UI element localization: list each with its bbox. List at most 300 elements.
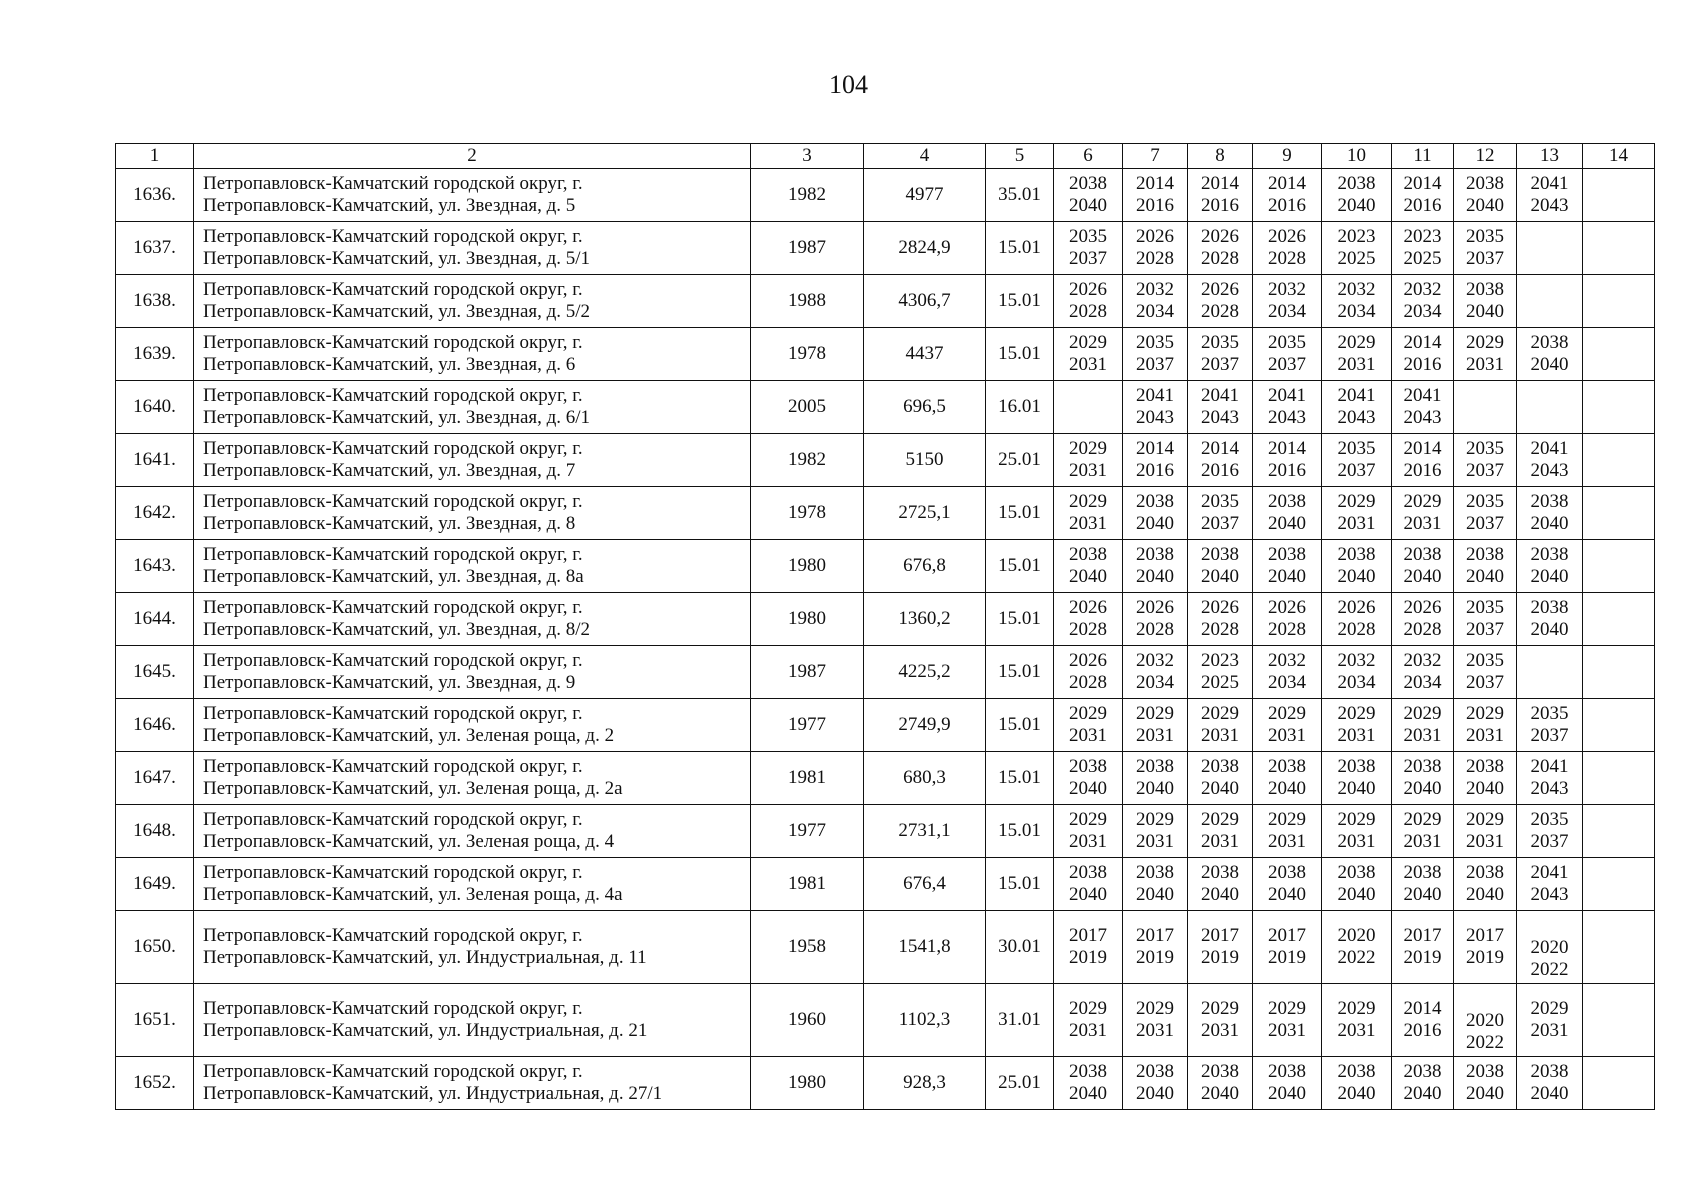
period-end-year: 2031 — [1337, 354, 1376, 375]
period-end-year: 2040 — [1069, 566, 1107, 587]
period-end-year: 2043 — [1136, 407, 1174, 428]
period-end-year: 2040 — [1403, 566, 1442, 587]
wear-code: 15.01 — [986, 487, 1054, 540]
period-start-year: 2029 — [1466, 703, 1504, 724]
period-end-year: 2028 — [1201, 619, 1239, 640]
period-cell — [1583, 169, 1655, 222]
period-start-year: 2038 — [1136, 544, 1174, 565]
build-year: 1980 — [751, 540, 864, 593]
period-cell — [1123, 911, 1188, 984]
address-line: Петропавловск-Камчатский городской округ, г. — [203, 332, 583, 353]
period-start-year: 2038 — [1530, 597, 1569, 618]
period-start-year: 2038 — [1069, 173, 1107, 194]
period-cell — [1123, 434, 1188, 487]
table-row — [116, 169, 1655, 222]
housing-registry-table — [115, 143, 1655, 1110]
period-cell — [1054, 858, 1123, 911]
column-header: 1 — [116, 144, 194, 169]
period-start-year: 2041 — [1201, 385, 1239, 406]
period-end-year: 2022 — [1337, 947, 1376, 968]
period-start-year: 2014 — [1403, 173, 1442, 194]
period-end-year: 2040 — [1136, 778, 1174, 799]
row-number: 1647. — [116, 752, 194, 805]
period-end-year: 2016 — [1201, 460, 1239, 481]
period-cell — [1054, 805, 1123, 858]
period-cell — [1054, 752, 1123, 805]
period-end-year: 2040 — [1530, 513, 1569, 534]
row-number: 1637. — [116, 222, 194, 275]
period-cell — [1054, 540, 1123, 593]
period-cell — [1322, 911, 1392, 984]
period-end-year: 2031 — [1069, 831, 1107, 852]
period-start-year: 2029 — [1136, 998, 1174, 1019]
period-end-year: 2040 — [1466, 566, 1504, 587]
period-start-year: 2038 — [1403, 1061, 1442, 1082]
period-start-year: 2029 — [1337, 491, 1376, 512]
build-year: 1980 — [751, 1057, 864, 1110]
build-year: 2005 — [751, 381, 864, 434]
period-end-year: 2040 — [1337, 1083, 1376, 1104]
build-year: 1978 — [751, 487, 864, 540]
period-end-year: 2031 — [1201, 1020, 1239, 1041]
period-start-year: 2035 — [1201, 491, 1239, 512]
period-start-year: 2029 — [1268, 809, 1306, 830]
period-start-year: 2038 — [1337, 756, 1376, 777]
period-start-year: 2038 — [1268, 1061, 1306, 1082]
period-cell — [1322, 858, 1392, 911]
period-start-year: 2041 — [1337, 385, 1376, 406]
total-area: 2731,1 — [864, 805, 986, 858]
period-cell — [1188, 487, 1253, 540]
build-year: 1982 — [751, 434, 864, 487]
period-start-year: 2026 — [1136, 597, 1174, 618]
period-end-year: 2031 — [1403, 725, 1442, 746]
address-cell — [194, 169, 751, 222]
period-end-year: 2040 — [1136, 884, 1174, 905]
period-cell — [1054, 646, 1123, 699]
period-start-year: 2017 — [1069, 925, 1107, 946]
period-start-year: 2029 — [1337, 332, 1376, 353]
period-cell — [1054, 984, 1123, 1057]
period-cell — [1253, 752, 1322, 805]
period-cell — [1454, 752, 1517, 805]
period-start-year: 2038 — [1136, 1061, 1174, 1082]
period-cell — [1322, 699, 1392, 752]
period-end-year: 2040 — [1403, 778, 1442, 799]
period-start-year: 2014 — [1136, 173, 1174, 194]
period-start-year: 2041 — [1530, 173, 1569, 194]
period-cell — [1188, 381, 1253, 434]
period-end-year: 2043 — [1268, 407, 1306, 428]
period-end-year: 2043 — [1337, 407, 1376, 428]
total-area: 676,4 — [864, 858, 986, 911]
period-cell — [1188, 275, 1253, 328]
period-cell — [1253, 434, 1322, 487]
period-cell — [1253, 858, 1322, 911]
total-area: 5150 — [864, 434, 986, 487]
column-header: 2 — [194, 144, 751, 169]
period-end-year: 2016 — [1268, 195, 1306, 216]
wear-code: 16.01 — [986, 381, 1054, 434]
period-start-year: 2038 — [1069, 756, 1107, 777]
period-cell — [1454, 222, 1517, 275]
period-cell — [1583, 752, 1655, 805]
period-end-year: 2040 — [1069, 884, 1107, 905]
period-cell — [1123, 984, 1188, 1057]
period-cell — [1517, 169, 1583, 222]
period-start-year: 2038 — [1201, 862, 1239, 883]
period-end-year: 2040 — [1268, 566, 1306, 587]
period-end-year: 2037 — [1201, 354, 1239, 375]
period-cell — [1188, 222, 1253, 275]
build-year: 1980 — [751, 593, 864, 646]
period-end-year: 2034 — [1337, 301, 1376, 322]
period-end-year: 2031 — [1201, 725, 1239, 746]
period-cell — [1054, 699, 1123, 752]
period-cell — [1517, 275, 1583, 328]
period-cell — [1583, 911, 1655, 984]
address-line: Петропавловск-Камчатский, ул. Звездная, д. 8 — [203, 513, 576, 534]
period-end-year: 2040 — [1530, 619, 1569, 640]
period-cell — [1517, 911, 1583, 984]
table-row — [116, 646, 1655, 699]
period-start-year: 2029 — [1201, 998, 1239, 1019]
period-cell — [1123, 858, 1188, 911]
period-cell — [1322, 805, 1392, 858]
period-start-year: 2035 — [1466, 650, 1504, 671]
wear-code: 15.01 — [986, 222, 1054, 275]
address-cell — [194, 805, 751, 858]
address-line: Петропавловск-Камчатский, ул. Звездная, д. 8/2 — [203, 619, 591, 640]
total-area: 676,8 — [864, 540, 986, 593]
period-cell — [1054, 1057, 1123, 1110]
period-start-year: 2038 — [1530, 491, 1569, 512]
table-row — [116, 984, 1655, 1057]
row-number: 1652. — [116, 1057, 194, 1110]
period-cell — [1392, 487, 1454, 540]
period-cell — [1253, 275, 1322, 328]
period-start-year: 2041 — [1268, 385, 1306, 406]
row-number: 1645. — [116, 646, 194, 699]
period-end-year: 2028 — [1268, 248, 1306, 269]
table-row — [116, 593, 1655, 646]
period-end-year: 2016 — [1268, 460, 1306, 481]
period-end-year: 2028 — [1069, 672, 1107, 693]
period-end-year: 2028 — [1136, 248, 1174, 269]
period-cell — [1188, 328, 1253, 381]
period-cell — [1322, 593, 1392, 646]
period-cell — [1054, 169, 1123, 222]
wear-code: 15.01 — [986, 540, 1054, 593]
period-start-year: 2038 — [1136, 862, 1174, 883]
period-end-year: 2040 — [1268, 513, 1306, 534]
period-cell — [1517, 434, 1583, 487]
period-start-year: 2017 — [1268, 925, 1306, 946]
wear-code: 25.01 — [986, 1057, 1054, 1110]
address-line: Петропавловск-Камчатский городской округ, г. — [203, 703, 583, 724]
period-cell — [1253, 593, 1322, 646]
period-end-year: 2040 — [1136, 566, 1174, 587]
column-header: 4 — [864, 144, 986, 169]
address-line: Петропавловск-Камчатский городской округ, г. — [203, 491, 583, 512]
build-year: 1978 — [751, 328, 864, 381]
period-start-year: 2032 — [1136, 650, 1174, 671]
period-cell — [1517, 487, 1583, 540]
period-end-year: 2019 — [1201, 947, 1239, 968]
period-end-year: 2031 — [1069, 513, 1107, 534]
period-end-year: 2019 — [1136, 947, 1174, 968]
period-start-year: 2029 — [1403, 491, 1442, 512]
period-end-year: 2034 — [1136, 301, 1174, 322]
address-line: Петропавловск-Камчатский, ул. Индустриальная, д. 11 — [203, 947, 647, 968]
period-start-year: 2041 — [1530, 756, 1569, 777]
period-start-year: 2038 — [1268, 862, 1306, 883]
period-cell — [1392, 805, 1454, 858]
total-area: 4306,7 — [864, 275, 986, 328]
address-line: Петропавловск-Камчатский, ул. Зеленая роща, д. 4 — [203, 831, 615, 852]
period-start-year: 2038 — [1268, 544, 1306, 565]
period-start-year: 2032 — [1136, 279, 1174, 300]
period-end-year: 2037 — [1201, 513, 1239, 534]
period-start-year: 2038 — [1530, 544, 1569, 565]
period-start-year: 2035 — [1466, 597, 1504, 618]
row-number: 1649. — [116, 858, 194, 911]
period-cell — [1188, 805, 1253, 858]
address-line: Петропавловск-Камчатский, ул. Звездная, д. 5 — [203, 195, 576, 216]
total-area: 4437 — [864, 328, 986, 381]
period-start-year: 2032 — [1337, 279, 1376, 300]
period-cell — [1188, 1057, 1253, 1110]
period-start-year: 2029 — [1337, 998, 1376, 1019]
period-cell — [1054, 593, 1123, 646]
period-cell — [1322, 646, 1392, 699]
period-end-year: 2031 — [1403, 513, 1442, 534]
period-cell — [1054, 434, 1123, 487]
period-cell — [1253, 805, 1322, 858]
period-start-year: 2026 — [1069, 597, 1107, 618]
table-row — [116, 222, 1655, 275]
period-end-year: 2040 — [1201, 884, 1239, 905]
period-end-year: 2034 — [1337, 672, 1376, 693]
period-end-year: 2019 — [1069, 947, 1107, 968]
period-cell — [1253, 487, 1322, 540]
period-start-year: 2029 — [1136, 703, 1174, 724]
period-cell — [1253, 911, 1322, 984]
address-cell — [194, 434, 751, 487]
period-end-year: 2019 — [1466, 947, 1504, 968]
period-start-year: 2032 — [1337, 650, 1376, 671]
period-start-year: 2038 — [1136, 491, 1174, 512]
period-cell — [1583, 699, 1655, 752]
period-start-year: 2038 — [1466, 544, 1504, 565]
wear-code: 30.01 — [986, 911, 1054, 984]
period-end-year: 2037 — [1466, 248, 1504, 269]
period-end-year: 2040 — [1069, 195, 1107, 216]
address-cell — [194, 487, 751, 540]
period-start-year: 2035 — [1530, 809, 1569, 830]
address-line: Петропавловск-Камчатский, ул. Индустриальная, д. 21 — [203, 1020, 648, 1041]
total-area: 2725,1 — [864, 487, 986, 540]
period-cell — [1322, 169, 1392, 222]
address-line: Петропавловск-Камчатский городской округ, г. — [203, 385, 583, 406]
period-end-year: 2016 — [1201, 195, 1239, 216]
address-line: Петропавловск-Камчатский, ул. Звездная, д. 6/1 — [203, 407, 591, 428]
table-row — [116, 328, 1655, 381]
period-cell — [1517, 984, 1583, 1057]
row-number: 1650. — [116, 911, 194, 984]
period-end-year: 2037 — [1466, 513, 1504, 534]
period-start-year: 2026 — [1201, 597, 1239, 618]
total-area: 2824,9 — [864, 222, 986, 275]
period-cell — [1392, 275, 1454, 328]
period-end-year: 2040 — [1466, 884, 1504, 905]
column-header: 14 — [1583, 144, 1655, 169]
period-start-year: 2017 — [1403, 925, 1442, 946]
period-start-year: 2029 — [1403, 809, 1442, 830]
period-cell — [1583, 222, 1655, 275]
period-end-year: 2040 — [1201, 566, 1239, 587]
period-cell — [1583, 593, 1655, 646]
period-start-year: 2029 — [1337, 703, 1376, 724]
build-year: 1977 — [751, 699, 864, 752]
period-cell — [1322, 752, 1392, 805]
period-end-year: 2031 — [1069, 1020, 1107, 1041]
period-cell — [1322, 984, 1392, 1057]
period-cell — [1517, 381, 1583, 434]
period-end-year: 2040 — [1466, 301, 1504, 322]
table-row — [116, 540, 1655, 593]
total-area: 4225,2 — [864, 646, 986, 699]
period-end-year: 2037 — [1530, 831, 1569, 852]
column-header: 11 — [1392, 144, 1454, 169]
wear-code: 15.01 — [986, 858, 1054, 911]
period-end-year: 2031 — [1136, 725, 1174, 746]
header-row — [116, 144, 1655, 169]
period-start-year: 2014 — [1201, 173, 1239, 194]
row-number: 1643. — [116, 540, 194, 593]
row-number: 1642. — [116, 487, 194, 540]
period-cell — [1454, 699, 1517, 752]
period-end-year: 2034 — [1136, 672, 1174, 693]
table-body — [116, 144, 1655, 1110]
period-end-year: 2025 — [1201, 672, 1239, 693]
period-end-year: 2028 — [1403, 619, 1442, 640]
row-number: 1644. — [116, 593, 194, 646]
column-header: 10 — [1322, 144, 1392, 169]
period-start-year: 2029 — [1069, 703, 1107, 724]
period-cell — [1322, 540, 1392, 593]
period-end-year: 2034 — [1268, 301, 1306, 322]
address-line: Петропавловск-Камчатский, ул. Зеленая роща, д. 4а — [203, 884, 623, 905]
period-cell — [1253, 328, 1322, 381]
period-end-year: 2040 — [1337, 884, 1376, 905]
period-cell — [1322, 487, 1392, 540]
period-end-year: 2031 — [1069, 725, 1107, 746]
period-end-year: 2031 — [1337, 513, 1376, 534]
period-cell — [1188, 540, 1253, 593]
period-cell — [1517, 328, 1583, 381]
table-row — [116, 434, 1655, 487]
period-cell — [1454, 593, 1517, 646]
address-cell — [194, 858, 751, 911]
period-start-year: 2020 — [1530, 937, 1569, 958]
period-start-year: 2029 — [1069, 998, 1107, 1019]
wear-code: 15.01 — [986, 275, 1054, 328]
address-line: Петропавловск-Камчатский, ул. Звездная, д. 5/2 — [203, 301, 591, 322]
period-cell — [1583, 381, 1655, 434]
period-cell — [1123, 540, 1188, 593]
period-start-year: 2038 — [1136, 756, 1174, 777]
column-header: 9 — [1253, 144, 1322, 169]
period-end-year: 2028 — [1069, 619, 1107, 640]
period-end-year: 2037 — [1530, 725, 1569, 746]
build-year: 1988 — [751, 275, 864, 328]
period-end-year: 2040 — [1069, 778, 1107, 799]
period-end-year: 2028 — [1069, 301, 1107, 322]
address-line: Петропавловск-Камчатский городской округ, г. — [203, 925, 583, 946]
period-cell — [1454, 434, 1517, 487]
period-end-year: 2040 — [1268, 778, 1306, 799]
period-start-year: 2038 — [1466, 173, 1504, 194]
address-line: Петропавловск-Камчатский городской округ, г. — [203, 544, 583, 565]
period-cell — [1123, 593, 1188, 646]
period-start-year: 2038 — [1337, 1061, 1376, 1082]
address-line: Петропавловск-Камчатский городской округ, г. — [203, 279, 583, 300]
period-start-year: 2035 — [1069, 226, 1107, 247]
period-cell — [1253, 984, 1322, 1057]
address-line: Петропавловск-Камчатский городской округ, г. — [203, 1061, 583, 1082]
period-cell — [1188, 911, 1253, 984]
period-start-year: 2032 — [1403, 279, 1442, 300]
row-number: 1636. — [116, 169, 194, 222]
table-row — [116, 275, 1655, 328]
table-row — [116, 699, 1655, 752]
period-cell — [1517, 593, 1583, 646]
period-start-year: 2014 — [1268, 438, 1306, 459]
period-end-year: 2040 — [1466, 195, 1504, 216]
period-start-year: 2026 — [1201, 226, 1239, 247]
period-start-year: 2038 — [1403, 862, 1442, 883]
address-line: Петропавловск-Камчатский городской округ, г. — [203, 173, 583, 194]
period-cell — [1188, 752, 1253, 805]
period-end-year: 2031 — [1466, 354, 1504, 375]
period-start-year: 2026 — [1403, 597, 1442, 618]
period-cell — [1583, 984, 1655, 1057]
period-start-year: 2038 — [1201, 756, 1239, 777]
period-cell — [1583, 646, 1655, 699]
period-end-year: 2028 — [1337, 619, 1376, 640]
period-end-year: 2037 — [1466, 619, 1504, 640]
period-end-year: 2034 — [1403, 672, 1442, 693]
period-start-year: 2029 — [1337, 809, 1376, 830]
period-end-year: 2031 — [1069, 354, 1107, 375]
address-cell — [194, 275, 751, 328]
period-cell — [1583, 434, 1655, 487]
column-header: 7 — [1123, 144, 1188, 169]
period-start-year: 2014 — [1268, 173, 1306, 194]
row-number: 1648. — [116, 805, 194, 858]
period-start-year: 2023 — [1201, 650, 1239, 671]
period-end-year: 2031 — [1201, 831, 1239, 852]
period-cell — [1454, 169, 1517, 222]
period-cell — [1123, 275, 1188, 328]
address-line: Петропавловск-Камчатский городской округ, г. — [203, 809, 583, 830]
period-cell — [1054, 381, 1123, 434]
period-start-year: 2041 — [1136, 385, 1174, 406]
period-cell — [1583, 487, 1655, 540]
build-year: 1981 — [751, 752, 864, 805]
period-cell — [1188, 699, 1253, 752]
